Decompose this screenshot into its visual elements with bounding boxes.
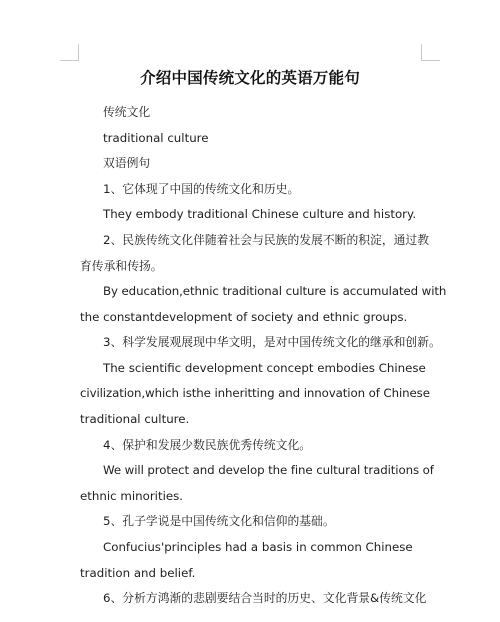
example-2-english-cont: the constantdevelopment of society and ethnic groups. [80, 310, 408, 324]
example-1-english: They embody traditional Chinese culture and history. [103, 207, 417, 221]
example-5-english-cont: tradition and belief. [80, 566, 196, 580]
example-3-english-cont-2: traditional culture. [80, 412, 190, 426]
page-corner-mark-top-left [60, 44, 79, 61]
example-3-chinese: 3、科学发展观展现中华文明，是对中国传统文化的继承和创新。 [103, 335, 441, 349]
example-4-chinese: 4、保护和发展少数民族优秀传统文化。 [103, 438, 312, 452]
line-heading-english: traditional culture [103, 131, 209, 145]
example-2-chinese-cont: 育传承和传扬。 [80, 259, 163, 273]
page-corner-mark-top-right [421, 44, 440, 61]
example-5-english: Confucius'principles had a basis in common Chinese [103, 540, 413, 554]
line-heading-chinese: 传统文化 [103, 105, 151, 119]
document-title: 介绍中国传统文化的英语万能句 [140, 69, 360, 87]
example-3-english-cont: civilization,which isthe inheritting and innovation of Chinese [80, 386, 430, 400]
example-3-english: The scientific development concept embodies Chinese [103, 361, 426, 375]
example-1-chinese: 1、它体现了中国的传统文化和历史。 [103, 182, 300, 196]
line-section-label: 双语例句 [103, 156, 151, 170]
example-4-english-cont: ethnic minorities. [80, 489, 183, 503]
example-6-chinese: 6、分析方鸿渐的悲剧要结合当时的历史、文化背景&传统文化 [103, 591, 427, 605]
example-4-english: We will protect and develop the fine cultural traditions of [103, 463, 434, 477]
example-2-english: By education,ethnic traditional culture is accumulated with [103, 284, 447, 298]
example-2-chinese: 2、民族传统文化伴随着社会与民族的发展不断的积淀，通过教 [103, 233, 430, 247]
example-5-chinese: 5、孔子学说是中国传统文化和信仰的基础。 [103, 514, 335, 528]
